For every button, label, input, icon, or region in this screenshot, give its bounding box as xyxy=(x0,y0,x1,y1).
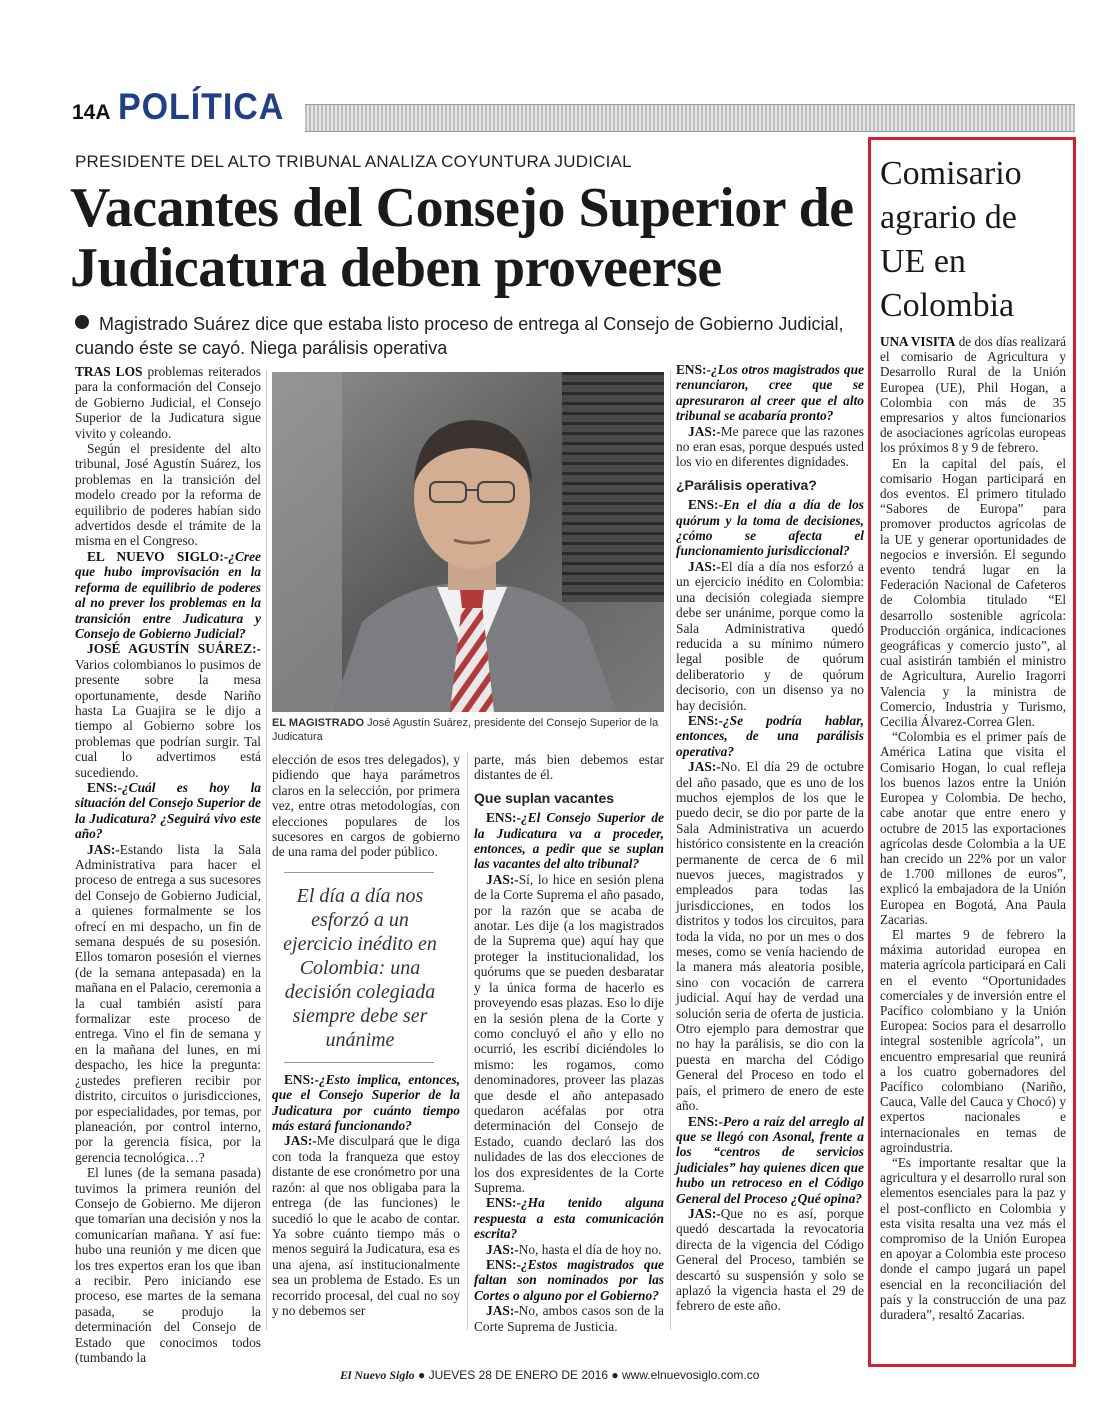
paragraph: En la capital del país, el comisario Hogan participará en dos eventos. El primero titulado “Sabores de Europa” para promover productos agrícolas de la UE y generar oportunidades de negocios e inversión. El segundo evento tendrá lugar en la Federación Nacional de Cafeteros de Colombia titulado “El desarrollo sostenible agrícola: Producción orgánica, indicaciones geográficas y comercio justo”, al cual asistirán también el ministro de Agricultura, Aurelio Iragorri Valencia y la ministra de Comercio, Industria y Turismo, Cecilia Álvarez-Correa Glen. xyxy=(880,455,1066,730)
article-column-3 xyxy=(474,752,664,1332)
summary-text: Magistrado Suárez dice que estaba listo proceso de entrega al Consejo de Gobierno Judicial, cuando éste se cayó. Niega parálisis operativa xyxy=(75,314,844,358)
interview-question: ENS:-¿El Consejo Superior de la Judicatura va a proceder, entonces, a pedir que se suplan las vacantes del alto tribunal? xyxy=(474,810,664,872)
column-divider xyxy=(266,370,267,1330)
column-divider xyxy=(467,752,468,1330)
footer-date: JUEVES 28 DE ENERO DE 2016 xyxy=(428,1368,609,1382)
pull-quote-rule xyxy=(284,872,434,873)
interview-answer: JAS:-Que no es así, porque quedó descartada la revocatoria directa de la vigencia del Código General del Proceso, también se descartó su suspensión y solo se aplazó la vigencia hasta el 29 de febrero de este año. xyxy=(676,1205,864,1314)
interview-answer: JAS:-Estando lista la Sala Administrativa para hacer el proceso de entrega a sus sucesores del Consejo de Gobierno Judicial, a quienes formalmente se los ofrecí en mi despacho, un fin de semana después de su posesión. Ellos tomaron posesión el viernes (de la semana antepasada) en la mañana en el Palacio, ceremonia a la cual también asistí para formalizar este proceso de entrega. Vino el fin de semana y en la mañana del lunes, en mi despacho, les hice la pregunta: ¿ustedes prefieren recibir por distrito, circuitos o jurisdicciones, por especialidades, por temas, por planeación, por control interno, por la gerencia física, por la gerencia tecnológica…? xyxy=(75,841,261,1165)
interview-question: ENS:-¿Cuál es hoy la situación del Consejo Superior de la Judicatura? ¿Seguirá vivo este año? xyxy=(75,779,262,842)
article-photo xyxy=(272,372,664,712)
interview-answer: JAS:-No. El día 29 de octubre del año pasado, que es uno de los muchos ejemplos de los que le puedo decir, se dio por parte de la Sala Administrativa un acuerdo histórico consistente en la creación permanente de cerca de 6 mil nuevos jueces, magistrados y empleados para todas las jurisdicciones, en todos los distritos y todos los circuitos, para toda la vida, no por un mes o dos meses, como se venía haciendo de la manera más aleatoria posible, sino con vocación de carrera judicial. Aquí hay de verdad una solución seria de oferta de justicia. Otro ejemplo para demostrar que no hay la parálisis, se dio con la puesta en marcha del Código General del Proceso en todo el país, el primero de enero de este año. xyxy=(676,759,864,1114)
interview-answer: JAS:-Sí, lo hice en sesión plena de la Corte Suprema el año pasado, por la razón que se acaba de anotar. Les dije (a los magistrados de la Suprema que) aquí hay que proteger la institucionalidad, los quórums que se pueden desbaratar y la única forma de hacerlo es proveyendo esas plazas. Eso lo dije en la sesión plena de la Corte y como concluyó el año y ello no ocurrió, les escribí diciéndoles lo mismo: les rogamos, como denominadores, proveer las plazas que desde el año antepasado quedaron acéfalas por otra determinación del Consejo de Estado, cuando declaró las dos nulidades de las dos elecciones de los dos expresidentes de la Corte Suprema. xyxy=(474,871,664,1195)
article-column-4 xyxy=(676,362,864,1334)
section-title: POLÍTICA xyxy=(118,86,285,127)
pull-quote: El día a día nos esforzó a un ejercicio inédito en Colombia: una decisión colegiada siempre debe ser unánime xyxy=(283,885,437,1051)
interview-question: ENS:-¿Los otros magistrados que renunciaron, cree que se apresuraron al creer que el alto tribunal se acabaría pronto? xyxy=(676,362,864,424)
interview-answer: JOSÉ AGUSTÍN SUÁREZ:-Varios colombianos lo pusimos de presente sobre la mesa oportunamente, desde Nariño hasta La Guajira se le dijo a tiempo al Gobierno sobre los problemas que podrían surgir. Tal cual lo advertimos está sucediendo. xyxy=(75,641,261,780)
interview-answer: JAS:-El día a día nos esforzó a un ejercicio inédito en Colombia: una decisión colegiada siempre debe ser unánime, porque como la Sala Administrativa quedó reducida a su mínimo número legal posible de quórum deliberatorio y de quórum decisorio, con un disenso ya no hay decisión. xyxy=(676,558,864,713)
paragraph: El martes 9 de febrero la máxima autoridad europea en materia agrícola participará en Cali en el evento “Oportunidades comerciales y de inversión entre el Pacífico colombiano y la Unión Europea: Socios para el desarrollo integral sostenible agrícola”, un encuentro empresarial que reunirá a los cuatro gobernadores del Pacífico colombiano (Nariño, Cauca, Valle del Cauca y Chocó) y expertos nacionales e internacionales en temas de agroindustria. xyxy=(880,926,1066,1155)
subheading: ¿Parálisis operativa? xyxy=(676,476,817,493)
article-headline: Vacantes del Consejo Superior de Judicatura deben proveerse xyxy=(70,177,854,299)
paragraph: “Colombia es el primer país de América Latina que visita el Comisario Hogan, lo cual refleja los buenos lazos entre la Unión Europea y Colombia. De hecho, cabe anotar que entre enero y octubre de 2015 las exportaciones agrícolas desde Colombia a la UE han crecido un 22% por un valor de 1.700 millones de euros”, explicó la embajadora de la Unión Europea en Bogotá, Ana Paula Zacarias. xyxy=(880,729,1066,927)
bullet-icon: ● xyxy=(611,1368,622,1382)
paragraph: parte, más bien debemos estar distantes de él. xyxy=(474,752,664,783)
paragraph: El lunes (de la semana pasada) tuvimos la primera reunión del Consejo de Gobierno. Me dijeron que tomarían una decisión y nos la comunicarían mañana. Y así fue: hubo una reunión y me dicen que los tres expertos eran los que iban a recibir. Pero iniciando ese proceso, ese martes de la semana pasada, se produjo la determinación del Consejo de Estado que conocimos todos (tumbando la xyxy=(75,1165,261,1365)
interview-question: ENS:-¿Se podría hablar, entonces, de una parálisis operativa? xyxy=(676,712,864,759)
article-summary xyxy=(75,312,865,360)
interview-question: ENS:-En el día a día de los quórum y la toma de decisiones, ¿cómo se afecta el funcionamiento jurisdiccional? xyxy=(676,497,864,559)
article-column-1 xyxy=(75,364,262,1365)
footer-url[interactable]: www.elnuevosiglo.com.co xyxy=(621,1368,760,1382)
paragraph: “Es importante resaltar que la agricultura y el desarrollo rural son elementos esenciales para la paz y el post-conflicto en Colombia y esta visita resalta una vez más el compromiso de la Unión Europea en apoyar a Colombia este proceso donde el campo jugará un papel esencial en la reconciliación del país y la construcción de una paz duradera”, resaltó Zacarias. xyxy=(880,1154,1066,1322)
interview-question: ENS:-¿Estos magistrados que faltan son nominados por las Cortes o alguno por el Gobierno? xyxy=(474,1257,664,1303)
pull-quote-rule xyxy=(284,1062,434,1063)
subheading: Que suplan vacantes xyxy=(474,789,615,806)
interview-answer: JAS:-No, ambos casos son de la Corte Suprema de Justicia. xyxy=(474,1303,664,1334)
interview-question: ENS:-¿Ha tenido alguna respuesta a esta comunicación escrita? xyxy=(474,1195,664,1242)
photo-caption: EL MAGISTRADO José Agustín Suárez, presidente del Consejo Superior de la Judicatura xyxy=(272,717,659,743)
article-kicker: PRESIDENTE DEL ALTO TRIBUNAL ANALIZA COYUNTURA JUDICIAL xyxy=(75,152,632,171)
column-divider xyxy=(670,370,671,1330)
interview-answer: JAS:-Me disculpará que le diga con toda la franqueza que estoy distante de ese cronómetro por una razón: al que nos obligaba para la entrega (de las funciones) le sucedió lo que le acabo de contar. Ya sobre cuánto tiempo más o menos seguirá la Judicatura, esa es una ajena, así institucionalmente sea un problema de Estado. Es un recorrido procesal, del cual no soy y no debemos ser xyxy=(272,1133,460,1318)
interview-question: EL NUEVO SIGLO:-¿Cree que hubo improvisación en la reforma de equilibrio de poderes al no prever los problemas en la transición entre Judicatura y Consejo de Gobierno Judicial? xyxy=(75,548,261,641)
bullet-icon: ● xyxy=(418,1368,429,1382)
interview-question: ENS:-Pero a raíz del arreglo al que se llegó con Asonal, frente a los “centros de servicios judiciales” hay quienes dicen que hubo un retroceso en el Código General del Proceso ¿Qué opina? xyxy=(676,1113,864,1206)
paragraph: elección de esos tres delegados), y pidiendo que haya parámetros claros en la selección, por primera vez, entre otras metodologías, con elecciones populares de los sucesores en cargos de gobierno de una rama del poder público. xyxy=(272,752,460,860)
section-header-pattern xyxy=(305,104,1075,132)
paragraph: Según el presidente del alto tribunal, José Agustín Suárez, los problemas en la transición del modelo creado por la reforma de equilibrio de poderes habían sido advertidos desde el trámite de la misma en el Congreso. xyxy=(75,441,261,549)
bullet-icon xyxy=(75,315,89,329)
page-number: 14A xyxy=(72,101,111,124)
paragraph: TRAS LOS problemas reiterados para la conformación del Consejo de Gobierno Judicial, el Consejo Superior de la Judicatura sigue vivito y coleando. xyxy=(75,364,261,441)
interview-question: ENS:-¿Esto implica, entonces, que el Consejo Superior de la Judicatura por cuánto tiempo más estará funcionando? xyxy=(272,1071,460,1134)
interview-answer: JAS:-No, hasta el día de hoy no. xyxy=(486,1241,662,1257)
paragraph: UNA VISITA de dos días realizará el comisario de Agricultura y Desarrollo Rural de la Unión Europea (UE), Phil Hogan, a Colombia con más de 35 empresarios y altos funcionarios de asociaciones agrícolas europeas los próximos 8 y 9 de febrero. xyxy=(880,334,1066,456)
page-footer xyxy=(340,1368,759,1383)
sidebar-title: Comisario agrario de UE en Colombia xyxy=(880,155,1022,324)
interview-answer: JAS:-Me parece que las razones no eran esas, porque después usted los vio en diferentes dignidades. xyxy=(676,423,864,470)
footer-brand: El Nuevo Siglo xyxy=(340,1368,415,1382)
sidebar-body xyxy=(880,334,1066,1360)
